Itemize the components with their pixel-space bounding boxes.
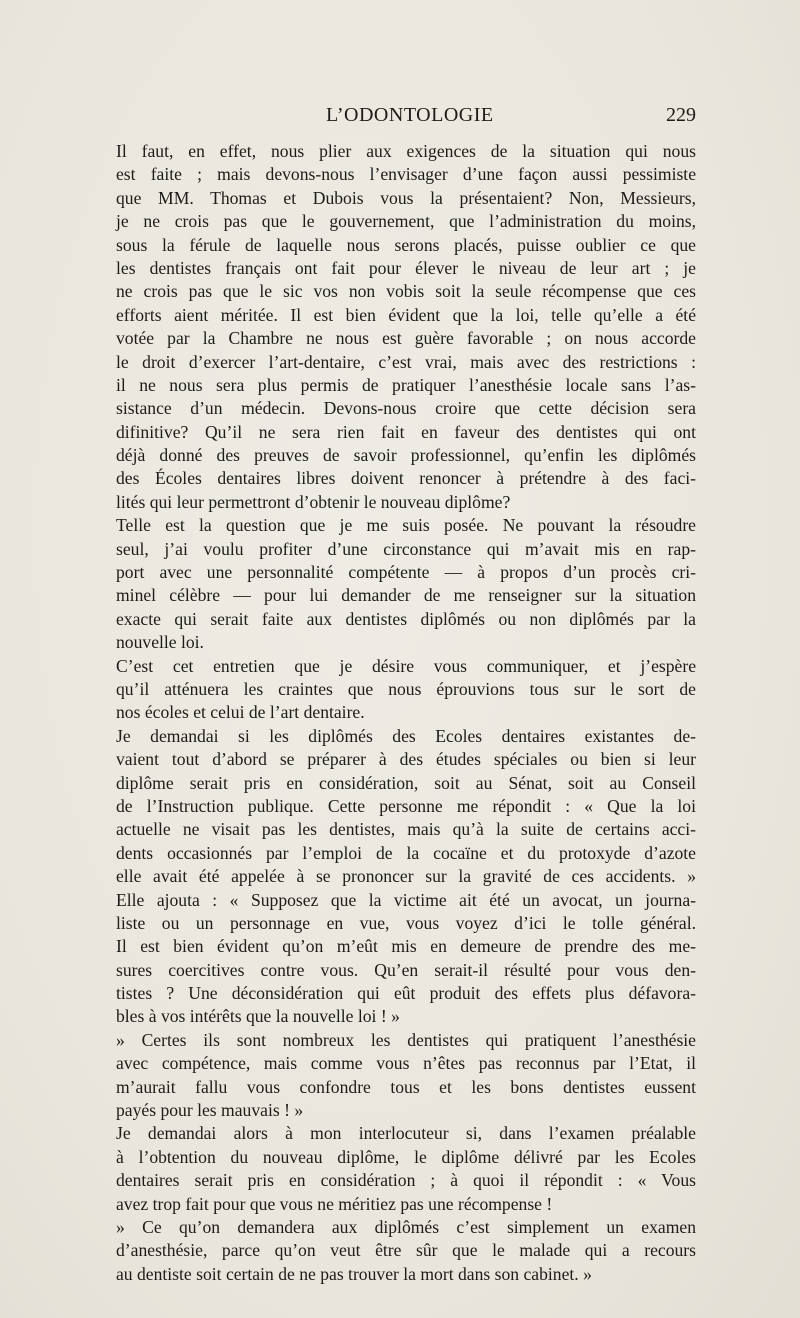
text-line: avez trop fait pour que vous ne méritiez pas une récompense ! [116, 1193, 553, 1214]
text-line: au dentiste soit certain de ne pas trouver la mort dans son cabinet. » [116, 1263, 592, 1284]
text-line: nouvelle loi. [116, 632, 204, 653]
paragraph [116, 655, 696, 725]
text-line: dents occasionnés par l’emploi de la cocaïne et du protoxyde d’azote [116, 842, 696, 863]
text-line: » Certes ils sont nombreux les dentistes qui pratiquent l’anesthésie [116, 1029, 696, 1050]
paragraph [116, 1122, 696, 1216]
text-line: sous la férule de laquelle nous serons placés, puisse oublier ce que [116, 234, 696, 255]
text-line: je ne crois pas que le gouvernement, que l’administration du moins, [116, 211, 696, 232]
running-head: L’ODONTOLOGIE [326, 104, 494, 126]
text-line: minel célèbre — pour lui demander de me renseigner sur la situation [116, 585, 696, 606]
text-line: Il faut, en effet, nous plier aux exigences de la situation qui nous [116, 141, 696, 161]
text-line: le droit d’exercer l’art-dentaire, c’est vrai, mais avec des restrictions : [116, 351, 696, 372]
text-line: actuelle ne visait pas les dentistes, mais qu’à la suite de certains acci- [116, 819, 696, 840]
text-line: de l’Instruction publique. Cette personne me répondit : « Que la loi [116, 795, 696, 816]
text-line: C’est cet entretien que je désire vous communiquer, et j’espère [116, 655, 696, 676]
text-line: est faite ; mais devons-nous l’envisager d’une façon aussi pessimiste [116, 164, 696, 185]
body-text [116, 140, 696, 1286]
text-line: difinitive? Qu’il ne sera rien fait en faveur des dentistes qui ont [116, 421, 696, 442]
text-line: il ne nous sera plus permis de pratiquer l’anesthésie locale sans l’as- [116, 374, 696, 395]
text-line: liste ou un personnage en vue, vous voyez d’ici le tolle général. [116, 912, 696, 933]
text-line: Elle ajouta : « Supposez que la victime ait été un avocat, un journa- [116, 889, 696, 910]
text-line: sistance d’un médecin. Devons-nous croire que cette décision sera [116, 398, 696, 419]
text-line: sures coercitives contre vous. Qu’en serait-il résulté pour vous den- [116, 959, 696, 980]
text-line: tistes ? Une déconsidération qui eût produit des effets plus défavora- [116, 983, 696, 1004]
text-line: Je demandai si les diplômés des Ecoles dentaires existantes de- [116, 725, 696, 746]
text-line: votée par la Chambre ne nous est guère favorable ; on nous accorde [116, 328, 696, 349]
paragraph [116, 1216, 696, 1286]
text-line: déjà donné des preuves de savoir professionnel, qu’enfin les diplômés [116, 445, 696, 466]
page-header [116, 100, 696, 130]
text-line: elle avait été appelée à se prononcer sur la gravité de ces accidents. » [116, 866, 696, 887]
text-line: efforts aient méritée. Il est bien évident que la loi, telle qu’elle a été [116, 304, 696, 325]
text-line: dentaires serait pris en considération ; à quoi il répondit : « Vous [116, 1170, 696, 1191]
paragraph [116, 514, 696, 654]
text-line: Telle est la question que je me suis posée. Ne pouvant la résoudre [116, 515, 696, 536]
paragraph [116, 140, 696, 514]
text-line: bles à vos intérêts que la nouvelle loi ! » [116, 1006, 400, 1027]
text-line: que MM. Thomas et Dubois vous la présentaient? Non, Messieurs, [116, 187, 696, 208]
text-line: exacte qui serait faite aux dentistes diplômés ou non diplômés par la [116, 608, 696, 629]
text-line: vaient tout d’abord se préparer à des études spéciales ou bien si leur [116, 749, 696, 770]
text-line: lités qui leur permettront d’obtenir le nouveau diplôme? [116, 491, 511, 512]
text-line: seul, j’ai voulu profiter d’une circonstance qui m’avait mis en rap- [116, 538, 696, 559]
text-line: ne crois pas que le sic vos non vobis soit la seule récompense que ces [116, 281, 696, 302]
text-line: » Ce qu’on demandera aux diplômés c’est simplement un examen [116, 1216, 696, 1237]
text-line: m’aurait fallu vous confondre tous et les bons dentistes eussent [116, 1076, 696, 1097]
text-line: des Écoles dentaires libres doivent renoncer à prétendre à des faci- [116, 468, 696, 489]
text-line: nos écoles et celui de l’art dentaire. [116, 702, 365, 723]
text-line: port avec une personnalité compétente — à propos d’un procès cri- [116, 562, 696, 583]
text-line: Je demandai alors à mon interlocuteur si, dans l’examen préalable [116, 1123, 696, 1144]
text-line: payés pour les mauvais ! » [116, 1100, 304, 1121]
text-line: à l’obtention du nouveau diplôme, le diplôme délivré par les Ecoles [116, 1146, 696, 1167]
text-line: Il est bien évident qu’on m’eût mis en demeure de prendre des me- [116, 936, 696, 957]
text-line: qu’il atténuera les craintes que nous éprouvions tous sur le sort de [116, 678, 696, 699]
text-line: avec compétence, mais comme vous n’êtes pas reconnus par l’Etat, il [116, 1053, 696, 1074]
page-number: 229 [666, 104, 696, 126]
paragraph [116, 725, 696, 1029]
paragraph [116, 1029, 696, 1123]
text-line: d’anesthésie, parce qu’on veut être sûr que le malade qui a recours [116, 1240, 696, 1261]
text-line: les dentistes français ont fait pour élever le niveau de leur art ; je [116, 257, 696, 278]
text-line: diplôme serait pris en considération, soit au Sénat, soit au Conseil [116, 772, 696, 793]
